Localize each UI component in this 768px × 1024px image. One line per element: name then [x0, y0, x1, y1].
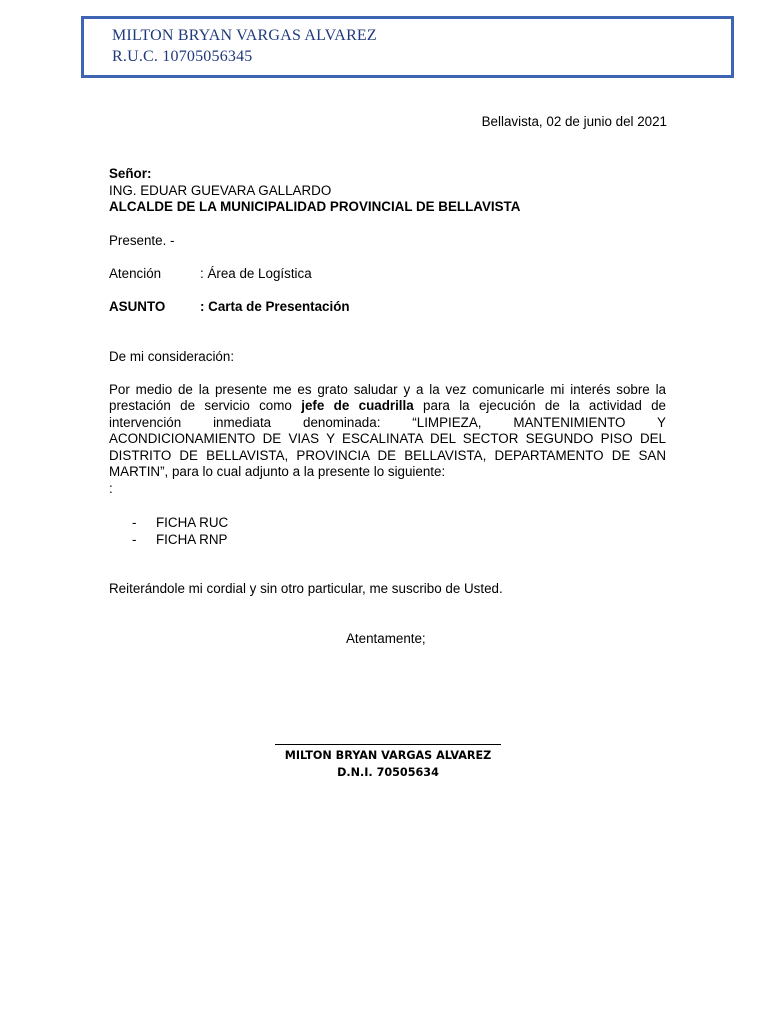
body-paragraph: [109, 382, 666, 480]
signature-line: [275, 744, 501, 745]
attention-value: : Área de Logística: [200, 266, 312, 281]
subject-value: : Carta de Presentación: [200, 299, 350, 314]
recipient-title: ALCALDE DE LA MUNICIPALIDAD PROVINCIAL DE BELLAVISTA: [109, 199, 521, 214]
attention-label: Atención: [109, 266, 162, 281]
body-text-part2: para la ejecución de la actividad de intervención inmediata denominada: “LIMPIEZA, MANTENIMIENTO Y ACONDICIONAMIENTO DE VIAS Y ESCALINATA DEL SECTOR SEGUNDO PISO DEL DISTRITO DE BELLAVISTA, PROVINCIA DE BELLAVISTA, DEPARTAMENTO DE SAN MARTIN”, para lo cual adjunto a la presente lo siguiente:: [109, 398, 667, 480]
list-bullet: -: [132, 532, 137, 547]
signature-dni: D.N.I. 70505634: [337, 766, 439, 779]
body-emphasis: jefe de cuadrilla: [301, 398, 414, 414]
letterhead-box: [81, 16, 734, 78]
letterhead-ruc: R.U.C. 10705056345: [112, 48, 253, 65]
letterhead-name: MILTON BRYAN VARGAS ALVAREZ: [112, 27, 377, 44]
signature-name: MILTON BRYAN VARGAS ALVAREZ: [284, 749, 492, 762]
closing-line: Reiterándole mi cordial y sin otro particular, me suscribo de Usted.: [109, 581, 503, 596]
list-bullet: -: [132, 515, 137, 530]
list-item: [132, 532, 227, 548]
list-item-label: FICHA RNP: [156, 532, 228, 547]
list-item-label: FICHA RUC: [156, 515, 229, 530]
recipient-name: ING. EDUAR GUEVARA GALLARDO: [109, 183, 332, 198]
body-text-part1: Por medio de la presente me es grato saludar y a la vez comunicarle mi interés sobre la prestación de servicio como: [109, 382, 666, 414]
subject-label: ASUNTO: [109, 299, 166, 314]
letter-date: Bellavista, 02 de junio del 2021: [481, 114, 667, 129]
body-trailing-colon: :: [109, 481, 113, 496]
recipient-salutation: Señor:: [109, 166, 152, 181]
presente-line: Presente. -: [109, 233, 175, 248]
sign-off: Atentamente;: [346, 631, 426, 646]
list-item: [132, 515, 228, 531]
greeting: De mi consideración:: [109, 349, 235, 364]
